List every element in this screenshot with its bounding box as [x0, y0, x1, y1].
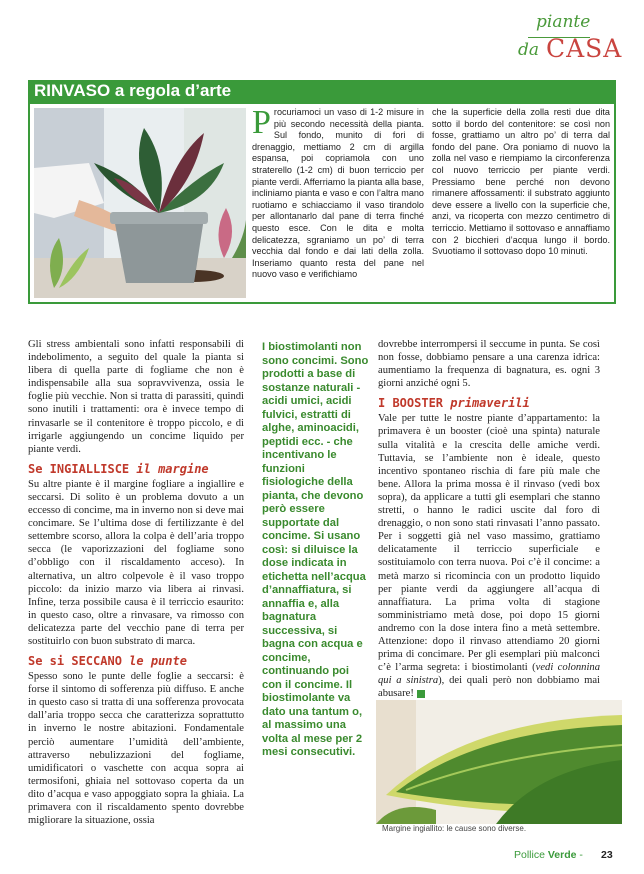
footer-brand-a: Pollice: [514, 849, 548, 861]
footer-brand: [514, 849, 583, 861]
logo-casa-text: CASA: [546, 34, 623, 63]
page-number: 23: [601, 849, 613, 861]
heading-seccano: [28, 654, 244, 669]
left-paragraph-1: Gli stress ambientali sono infatti responsabili di indebolimento, a seguito del quale la pianta si libera di quella parte di fogliame che non è indispensabile alla sua sopravvivenza, ossia le foglie più vecchie. Non si tratta di parassiti, quindi sono inutili i trattamenti: ora è invece tempo di rinvasarle se il contenitore è troppo piccolo, e di irrigarle aggiungendo un concime liquido per piante verdi.: [28, 339, 244, 455]
left-paragraph-2: Su altre piante è il margine fogliare a ingiallire e seccarsi. Di solito è un problema dovuto a un eccesso di concime, ma in inverno non si deve mai concimare. Se l’ultima dose di fertilizzante è del settembre scorso, allora la colpa è dell’aria troppo secca (le vaporizzazioni del fogliame sono d’obbligo con il riscaldamento acceso). In alternativa, un altro colpevole è il vaso troppo piccolo: da inizio marzo via libera ai rinvasi. Infine, terza possibile causa è il terriccio esaurito: in questo caso, oltre a rinvasare, va rimosso con delicatezza parte del vecchio pane di terra per sostituirlo con buon substrato di marca.: [28, 478, 244, 647]
photo-caption: Margine ingiallito: le cause sono diverse.: [382, 824, 527, 833]
heading-ingiallisce-b: il margine: [136, 461, 209, 476]
box-text-column-2: che la superficie della zolla resti due dita sotto il bordo del contenitore: se così non fosse, grattiamo un altro po’ di terra dal fondo del pane. Ora poniamo di nuovo la zolla nel vaso e riempiamo la circonferenza col nuovo terriccio per piante verdi. Pressiamo bene perché non devono rimanere affossamenti: il substrato aggiunto deve essere a livello con la superficie che, anzi, va ricoperta con mezzo centimetro di terriccio. Mettiamo il sottovaso e annaffiamo con 2 bicchieri d’acqua lungo il bordo. Svuotiamo il sottovaso dopo 10 minuti.: [432, 107, 610, 257]
right-paragraph-1: dovrebbe interrompersi il seccume in punta. Se così non fosse, dobbiamo pensare a una carenza idrica: aumentiamo la frequenza di bagnatura, es. ogni 3 giorni anziché ogni 5.: [378, 339, 600, 390]
heading-seccano-a: Se si SECCANO: [28, 654, 122, 669]
heading-ingiallisce: [28, 462, 244, 477]
logo-piante-text: piante: [536, 12, 591, 32]
right-column: [378, 338, 600, 700]
heading-seccano-b: le punte: [129, 654, 187, 669]
end-mark-icon: [417, 690, 425, 698]
right-paragraph-2a: Vale per tutte le nostre piante d’appartamento: la primavera è un booster (cioè una spinta) naturale sulla vitalità e la crescita delle amiche verdi. Tuttavia, se l’ambiente non è ideale, questo incentivo spontaneo rischia di fare più male che bene. Allora la prima mossa è il rinvaso (vedi box sopra), da applicare a tutti gli esemplari che stanno stretti, o hanno le radici uscite dal foro di drenaggio, o non sono stati rinvasati l’anno passato. Per i soggetti già nel vaso massimo, grattiamo delicatamente il terriccio superficiale e sostituiamolo con terra nuova. Poi c’è il concime: a metà marzo si ricomincia con un prodotto liquido per piante verdi da aggiungere all’acqua di annaffiatura. La prima volta di stagione somministriamo metà dose, poi dopo 15 giorni andremo con la dose intera fino a metà settembre. Attenzione: dopo il rinvaso attendiamo 20 giorni prima di concimare. Per gli esemplari più malconci c’è l’arma segreta: i biostimolanti (: [378, 413, 600, 674]
right-paragraph-2-italic: vedi colonnina qui a sinistra: [378, 662, 601, 687]
repotting-photo: [34, 108, 246, 298]
yellowed-leaf-photo: [376, 700, 622, 824]
box-title: RINVASO a regola d’arte: [34, 81, 232, 100]
heading-booster: [378, 396, 600, 411]
footer-separator: -: [576, 849, 583, 861]
box-dropcap: P: [252, 104, 271, 141]
right-paragraph-2b: ), dei quali però non dobbiamo mai abusare!: [378, 675, 600, 700]
box-text-1: rocuriamoci un vaso di 1-2 misure in più secondo necessità della pianta. Sul fondo, munito di fori di drenaggio, mettiamo 2 cm di argilla espansa, poi copriamola con uno straterello (1-2 cm) di buon terriccio per piante verdi. Afferriamo la pianta alla base, incliniamo pianta e vaso e con l’altra mano ruotiamo e schiacciamo il vaso tirandolo per allontanarlo dal pane di terra finché questo esce. Con le dita e molta delicatezza, sgraniamo un po’ di terra vecchia dal fondo e dai lati della zolla. Inseriamo quanto resta del pane nel nuovo vaso e verifichiamo: [252, 107, 424, 280]
right-paragraph-2: [378, 412, 600, 700]
heading-ingiallisce-a: Se INGIALLISCE: [28, 461, 130, 476]
biostimolanti-sidebar: I biostimolanti non sono concimi. Sono prodotti a base di sostanze naturali - acidi umici, acidi fulvici, estratti di alghe, aminoacidi, peptidi ecc. - che incentivano le funzioni fisiologiche della pianta, che devono però essere supportate dal concime. Si usano così: si diluisce la dose indicata in etichetta nell’acqua d’annaffiatura, si annaffia e, alla bagnatura successiva, si bagna con acqua e concime, continuando poi con il concime. Il biostimolante va dato una tantum o, al massimo una volta al mese per 2 mesi consecutivi.: [262, 341, 369, 758]
heading-booster-a: I BOOSTER: [378, 396, 444, 411]
footer-brand-b: Verde: [547, 849, 577, 861]
repotting-illustration: [34, 108, 246, 298]
left-paragraph-3: Spesso sono le punte delle foglie a seccarsi: è forse il sintomo di sofferenza più diffuso. E anche in questo caso si tratta di una sofferenza provocata dall’aria troppo secca che caratterizza soprattutto in inverno le nostre abitazioni. Fondamentale perciò aumentare l’umidità dell’ambiente, attraverso nebulizzazioni del fogliame, umidificatori o vaschette con acqua sopra ai termosifoni, ghiaia nel sottovaso coperta da un dito d’acqua e vaso appoggiato sopra la ghiaia. La primavera con il riscaldamento spento dovrebbe migliorare la situazione, ossia: [28, 671, 244, 827]
left-column: [28, 338, 244, 827]
heading-booster-b: primaverili: [450, 396, 530, 411]
leaf-illustration: [376, 700, 622, 824]
logo-da-text: da: [518, 40, 540, 60]
box-text-column-1: [252, 104, 424, 281]
